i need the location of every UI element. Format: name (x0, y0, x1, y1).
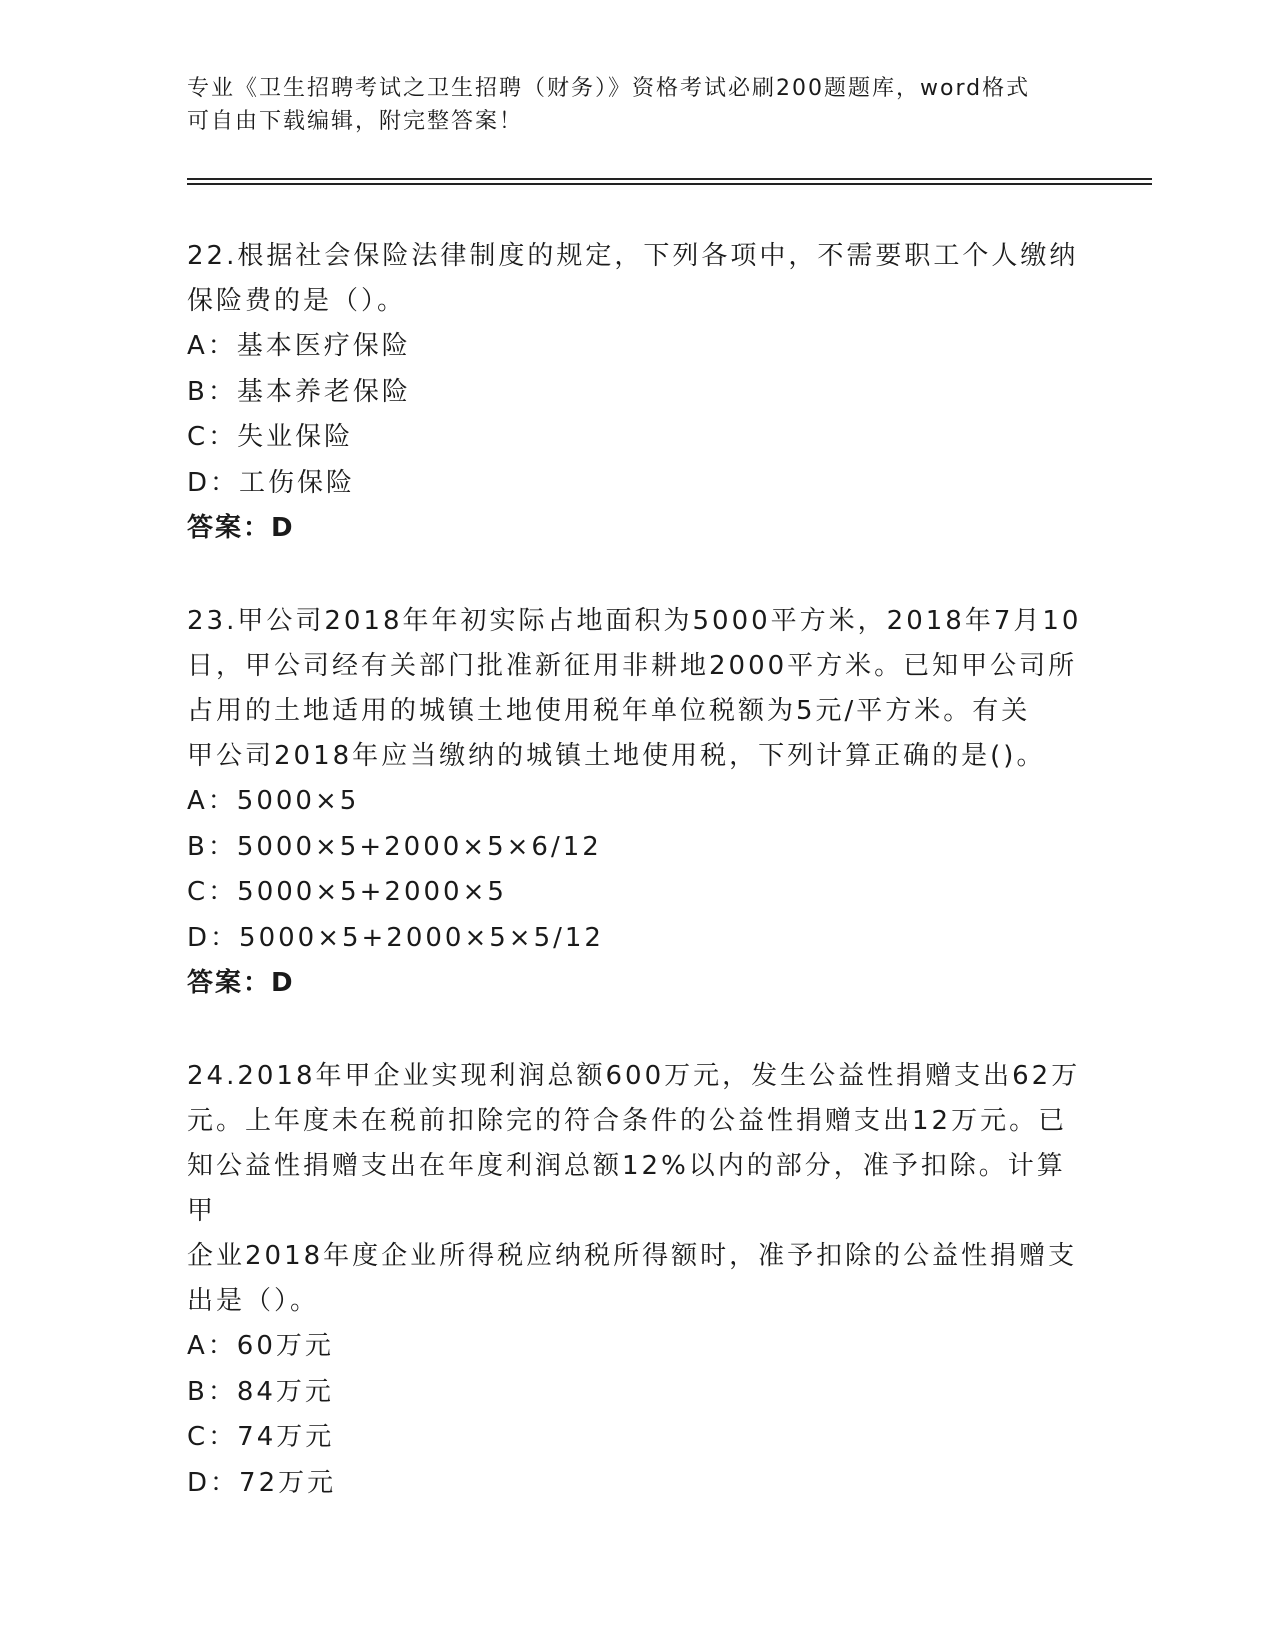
question-line: 22.根据社会保险法律制度的规定，下列各项中，不需要职工个人缴纳 (187, 241, 1079, 271)
question-line: 24.2018年甲企业实现利润总额600万元，发生公益性捐赠支出62万 (187, 1061, 1081, 1091)
option-a: A：60万元 (187, 1331, 334, 1361)
answer-line: 答案：D (187, 968, 295, 998)
option-b: B：5000×5+2000×5×6/12 (187, 831, 602, 862)
option-a: A：5000×5 (187, 786, 360, 816)
answer-line: 答案：D (187, 513, 295, 543)
question-line: 甲公司2018年应当缴纳的城镇土地使用税，下列计算正确的是()。 (187, 741, 1046, 771)
question-22 (187, 234, 1087, 551)
question-line: 企业2018年度企业所得税应纳税所得额时，准予扣除的公益性捐赠支 (187, 1241, 1078, 1271)
question-text (187, 599, 1087, 779)
question-text (187, 1054, 1087, 1324)
option-c: C：5000×5+2000×5 (187, 877, 507, 907)
header-line-2: 可自由下载编辑，附完整答案！ (187, 109, 524, 134)
option-c: C：失业保险 (187, 422, 354, 452)
question-line: 知公益性捐赠支出在年度利润总额12%以内的部分，准予扣除。计算甲 (187, 1151, 1066, 1226)
option-b: B：基本养老保险 (187, 376, 411, 407)
option-c: C：74万元 (187, 1422, 335, 1452)
header-divider-top (187, 178, 1152, 180)
question-line: 保险费的是（）。 (187, 286, 407, 316)
question-line: 出是（）。 (187, 1286, 320, 1316)
option-a: A：基本医疗保险 (187, 331, 411, 361)
question-line: 元。上年度未在税前扣除完的符合条件的公益性捐赠支出12万元。已 (187, 1106, 1068, 1136)
document-header (187, 72, 1087, 138)
option-d: D：5000×5+2000×5×5/12 (187, 922, 604, 953)
option-d: D：72万元 (187, 1467, 337, 1498)
question-text (187, 234, 1087, 324)
header-line-1: 专业《卫生招聘考试之卫生招聘（财务）》资格考试必刷200题题库，word格式 (187, 76, 1031, 101)
header-divider-bottom (187, 183, 1152, 185)
option-b: B：84万元 (187, 1376, 334, 1407)
question-24 (187, 1054, 1087, 1506)
option-d: D：工伤保险 (187, 467, 356, 498)
question-line: 23.甲公司2018年年初实际占地面积为5000平方米，2018年7月10 (187, 606, 1082, 636)
question-line: 日，甲公司经有关部门批准新征用非耕地2000平方米。已知甲公司所 (187, 651, 1078, 681)
question-line: 占用的土地适用的城镇土地使用税年单位税额为5元/平方米。有关 (187, 696, 1031, 726)
question-23 (187, 599, 1087, 1006)
